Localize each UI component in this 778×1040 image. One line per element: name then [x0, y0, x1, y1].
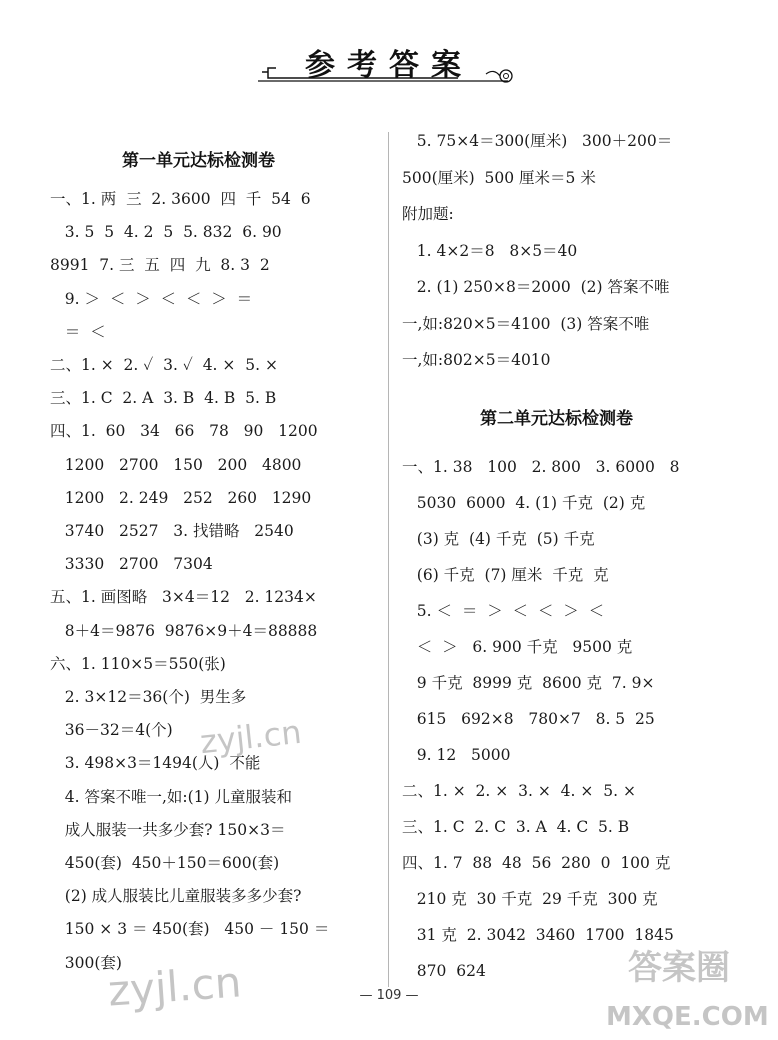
answer-line: 36－32＝4(个)	[50, 721, 173, 740]
answer-line: 附加题:	[402, 205, 454, 223]
column-divider	[388, 132, 389, 987]
section-title-unit-1: 第一单元达标检测卷	[122, 151, 275, 171]
answer-line: 五、1. 画图略 3×4＝12 2. 1234×	[50, 588, 317, 607]
answer-line: 300(套)	[50, 953, 122, 972]
answer-line: 四、1. 60 34 66 78 90 1200	[50, 422, 318, 441]
answer-line: 8991 7. 三 五 四 九 8. 3 2	[50, 256, 270, 275]
page-title: 参考答案	[305, 48, 473, 83]
answer-line: 一、1. 38 100 2. 800 3. 6000 8	[402, 458, 680, 476]
section-title-unit-2: 第二单元达标检测卷	[480, 409, 633, 429]
answer-line: ＜ ＞ 6. 900 千克 9500 克	[402, 638, 633, 656]
answer-line: 450(套) 450＋150＝600(套)	[50, 854, 280, 872]
answer-line: 三、1. C 2. C 3. A 4. C 5. B	[402, 818, 630, 836]
watermark-logo: 答案圈	[628, 948, 730, 988]
answer-line: 9. 12 5000	[402, 746, 511, 764]
answer-line: 四、1. 7 88 48 56 280 0 100 克	[402, 854, 671, 872]
answer-line: 3330 2700 7304	[50, 555, 213, 574]
answer-line: 500(厘米) 500 厘米＝5 米	[402, 168, 596, 187]
answer-line: 2. (1) 250×8＝2000 (2) 答案不唯	[402, 278, 670, 296]
answer-line: 成人服装一共多少套? 150×3＝	[50, 820, 286, 839]
answer-line: 3740 2527 3. 找错略 2540	[50, 522, 294, 540]
answer-line: 一,如:802×5＝4010	[402, 351, 551, 369]
answer-line: (3) 克 (4) 千克 (5) 千克	[402, 530, 595, 548]
watermark-url: MXQE.COM	[606, 1002, 769, 1032]
answer-line: 二、1. × 2. ✓ 3. ✓ 4. × 5. ×	[50, 356, 278, 374]
answer-line: 31 克 2. 3042 3460 1700 1845	[402, 926, 674, 944]
answer-line: 5030 6000 4. (1) 千克 (2) 克	[402, 494, 646, 512]
answer-line: 3. 498×3＝1494(人) 不能	[50, 754, 261, 773]
answer-line: 一,如:820×5＝4100 (3) 答案不唯	[402, 314, 650, 333]
answer-line: 9 千克 8999 克 8600 克 7. 9×	[402, 674, 655, 692]
answer-line: 一、1. 两 三 2. 3600 四 千 54 6	[50, 190, 311, 208]
answer-line: 5. 75×4＝300(厘米) 300＋200＝	[402, 132, 673, 150]
answer-line: 3. 5 5 4. 2 5 5. 832 6. 90	[50, 223, 282, 242]
answer-line: 1200 2. 249 252 260 1290	[50, 488, 312, 507]
answer-line: 9. ＞ ＜ ＞ ＜ ＜ ＞ ＝	[50, 289, 253, 308]
answer-line: ＝ ＜	[50, 322, 106, 341]
answer-line: (2) 成人服装比儿童服装多多少套?	[50, 887, 302, 906]
answer-line: 二、1. × 2. × 3. × 4. × 5. ×	[402, 782, 636, 800]
answer-line: 8＋4＝9876 9876×9＋4＝88888	[50, 621, 318, 640]
answer-line: 六、1. 110×5＝550(张)	[50, 654, 226, 673]
answer-line: 5. ＜ ＝ ＞ ＜ ＜ ＞ ＜	[402, 602, 605, 620]
page-number: — 109 —	[359, 988, 419, 1003]
answer-line: 615 692×8 780×7 8. 5 25	[402, 710, 655, 728]
answer-line: 2. 3×12＝36(个) 男生多	[50, 688, 247, 706]
answer-line: 870 624	[402, 962, 486, 980]
watermark-text: zyjl.cn	[198, 712, 304, 762]
answer-line: 210 克 30 千克 29 千克 300 克	[402, 890, 658, 908]
watermark-text: zyjl.cn	[106, 957, 243, 1016]
answer-line: 1200 2700 150 200 4800	[50, 455, 302, 474]
title-ornament-icon	[258, 64, 520, 86]
answer-line: (6) 千克 (7) 厘米 千克 克	[402, 566, 609, 584]
answer-line: 4. 答案不唯一,如:(1) 儿童服装和	[50, 787, 293, 806]
answer-line: 三、1. C 2. A 3. B 4. B 5. B	[50, 389, 277, 408]
answer-line: 150 × 3 ＝ 450(套) 450 － 150 ＝	[50, 920, 330, 939]
answer-line: 1. 4×2＝8 8×5＝40	[402, 241, 578, 260]
